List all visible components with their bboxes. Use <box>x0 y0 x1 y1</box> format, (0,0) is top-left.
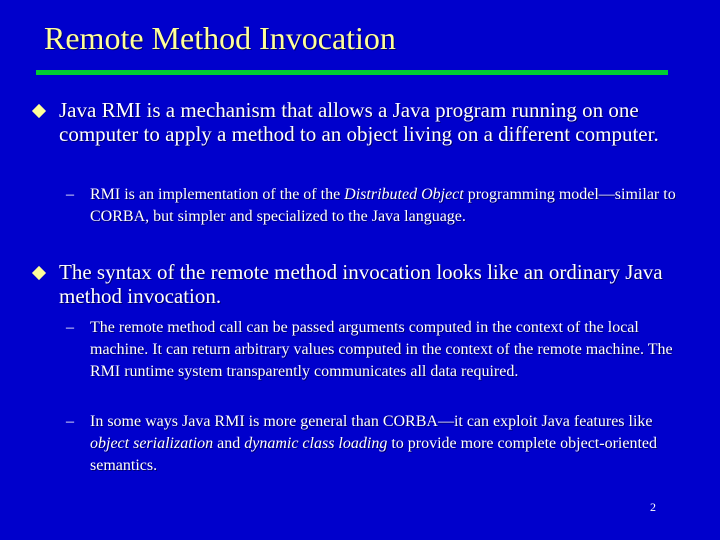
sub-bullet-item <box>66 317 686 383</box>
sub-text-part: programming model—similar to CORBA, but simpler and specialized to the Java language. <box>90 186 676 225</box>
emphasis-text: dynamic class loading <box>244 435 388 452</box>
bullet-item <box>34 98 684 146</box>
sub-bullet-text <box>90 411 686 477</box>
diamond-bullet-icon <box>32 266 46 280</box>
sub-bullet-text <box>90 184 686 228</box>
slide-title: Remote Method Invocation <box>44 20 396 56</box>
sub-bullet-text: The remote method call can be passed arguments computed in the context of the local machine. It can return arbitrary values computed in the context of the remote machine. The RMI runtime system transparently communicates all data required. <box>90 319 673 380</box>
sub-text-part: and <box>213 435 245 452</box>
sub-bullet-item <box>66 411 686 477</box>
sub-text-part: In some ways Java RMI is more general than CORBA—it can exploit Java features like <box>90 413 653 430</box>
diamond-bullet-icon <box>32 104 46 118</box>
dash-bullet-icon: – <box>66 413 74 430</box>
sub-text-part: RMI is an implementation of the of the <box>90 186 345 203</box>
bullet-text: Java RMI is a mechanism that allows a Java program running on one computer to apply a method to an object living on a different computer. <box>59 98 659 146</box>
page-number: 2 <box>650 500 656 514</box>
sub-text-part: to provide more complete object-oriented semantics. <box>90 435 657 474</box>
emphasis-text: Distributed Object <box>344 186 464 203</box>
bullet-item <box>34 260 684 308</box>
dash-bullet-icon: – <box>66 319 74 336</box>
bullet-text: The syntax of the remote method invocation looks like an ordinary Java method invocation. <box>59 260 663 308</box>
sub-bullet-item <box>66 184 686 228</box>
dash-bullet-icon: – <box>66 186 74 203</box>
title-divider <box>36 70 668 75</box>
emphasis-text: object serialization <box>90 435 214 452</box>
